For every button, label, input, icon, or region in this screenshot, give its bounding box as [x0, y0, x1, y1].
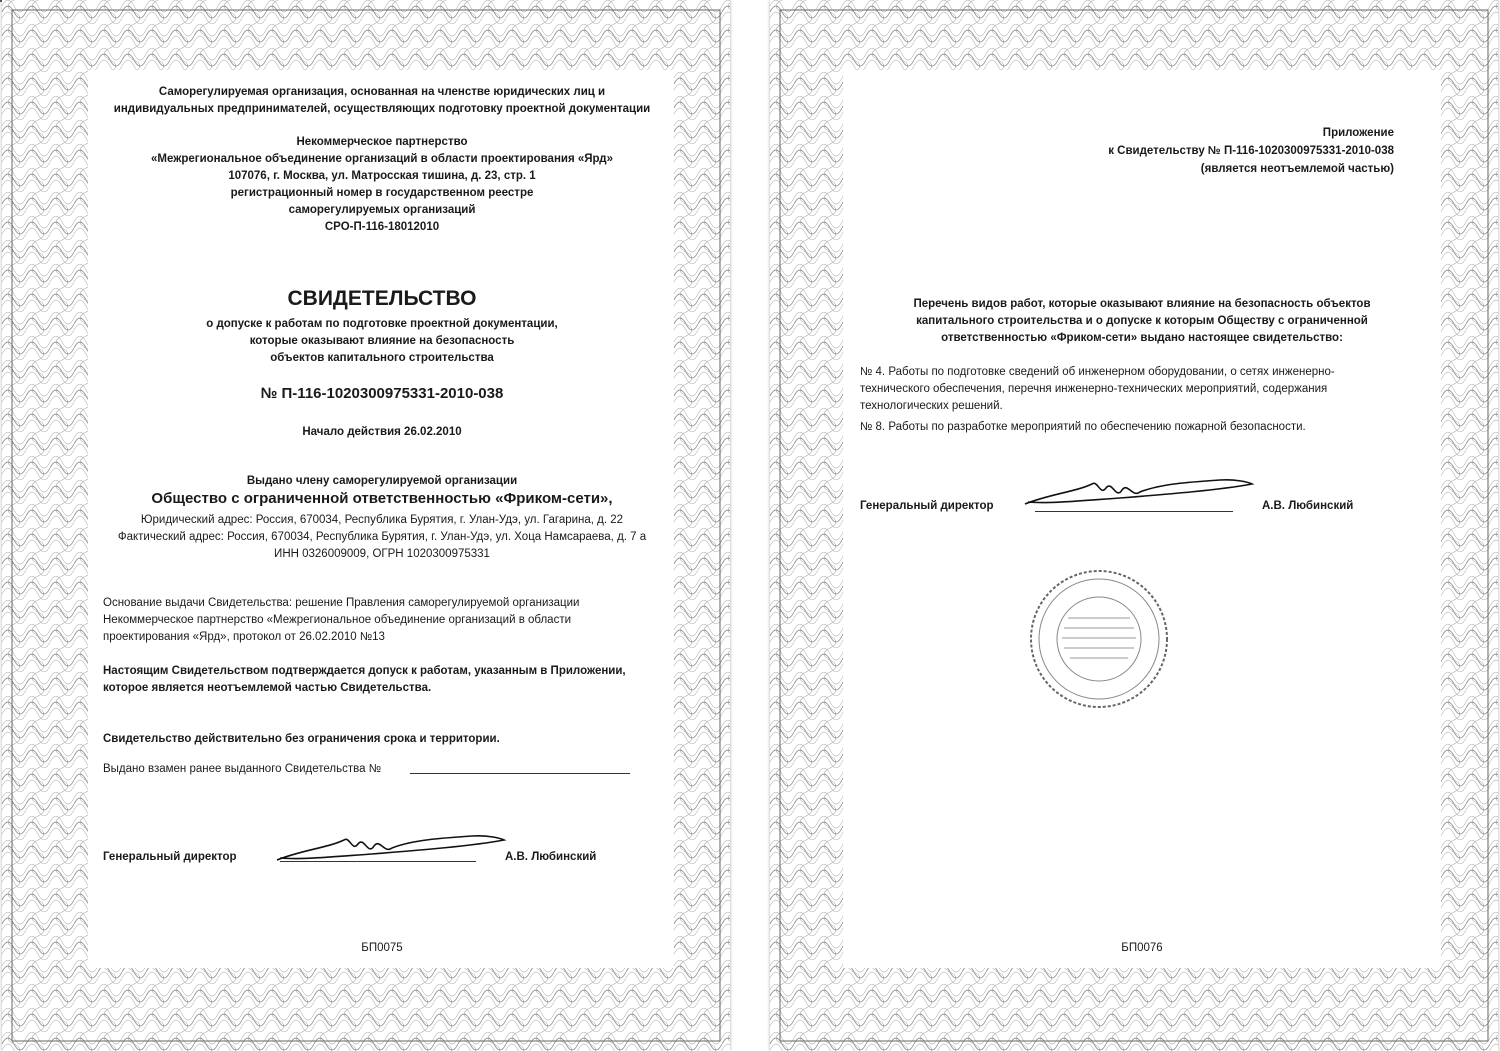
header-line-2: индивидуальных предпринимателей, осуществляющих подготовку проектной документации	[113, 103, 651, 115]
appendix-line-2: к Свидетельству № П-116-1020300975331-2010-038	[1108, 145, 1394, 157]
serial-number: БП0075	[361, 942, 403, 954]
replaced-label: Выдано взамен ранее выданного Свидетельства №	[103, 763, 382, 775]
org-line-2: «Межрегиональное объединение организаций в области проектирования «Ярд»	[151, 153, 613, 165]
confirm-line-2: которое является неотъемлемой частью Свидетельства.	[103, 682, 432, 694]
basis-line-2: Некоммерческое партнерство «Межрегиональное объединение организаций в области	[103, 614, 572, 626]
work-item-4-line-3: технологических решений.	[860, 400, 1003, 412]
org-line-3: 107076, г. Москва, ул. Матросская тишина, д. 23, стр. 1	[228, 170, 536, 182]
signature-icon	[272, 826, 512, 872]
certificate-title: СВИДЕТЕЛЬСТВО	[287, 287, 477, 310]
org-line-1: Некоммерческое партнерство	[296, 136, 468, 148]
company-name: Общество с ограниченной ответственностью «Фриком-сети»,	[151, 490, 613, 507]
issued-to-label: Выдано члену саморегулируемой организации	[246, 475, 518, 487]
signature-icon	[1020, 470, 1260, 516]
legal-address: Юридический адрес: Россия, 670034, Республика Бурятия, г. Улан-Удэ, ул. Гагарина, д. 22	[140, 514, 624, 526]
list-title-line-1: Перечень видов работ, которые оказывают влияние на безопасность объектов	[913, 298, 1371, 310]
header-line-1: Саморегулируемая организация, основанная на членстве юридических лиц и	[158, 86, 606, 98]
page2-content-frame	[0, 0, 2, 2]
inn-ogrn: ИНН 0326009009, ОГРН 1020300975331	[274, 548, 490, 560]
subtitle-line-3: объектов капитального строительства	[270, 352, 494, 364]
basis-line-1: Основание выдачи Свидетельства: решение Правления саморегулируемой организации	[103, 597, 580, 609]
org-line-5: саморегулируемых организаций	[288, 204, 476, 216]
basis-line-3: проектирования «Ярд», протокол от 26.02.2010 №13	[103, 631, 385, 643]
work-item-4-line-2: технического обеспечения, перечня инженерно-технических мероприятий, содержания	[860, 383, 1328, 395]
subtitle-line-2: которые оказывают влияние на безопасность	[249, 335, 515, 347]
appendix-line-3: (является неотъемлемой частью)	[1200, 163, 1394, 175]
serial-number: БП0076	[1121, 942, 1163, 954]
validity-text: Свидетельство действительно без ограничения срока и территории.	[103, 733, 500, 745]
work-item-8: № 8. Работы по разработке мероприятий по обеспечению пожарной безопасности.	[860, 421, 1306, 433]
appendix-line-1: Приложение	[1322, 127, 1394, 139]
replaced-number-line	[410, 773, 630, 774]
list-title-line-3: ответственностью «Фриком-сети» выдано настоящее свидетельство:	[941, 332, 1343, 344]
confirm-line-1: Настоящим Свидетельством подтверждается допуск к работам, указанным в Приложении,	[103, 665, 626, 677]
org-line-6: СРО-П-116-18012010	[324, 221, 440, 233]
list-title-line-2: капитального строительства и о допуске к которым Обществу с ограниченной	[916, 315, 1368, 327]
work-item-4-line-1: № 4. Работы по подготовке сведений об инженерном оборудовании, о сетях инженерно-	[860, 366, 1335, 378]
certificate-number: № П-116-1020300975331-2010-038	[260, 385, 504, 402]
director-label: Генеральный директор	[103, 851, 237, 863]
actual-address: Фактический адрес: Россия, 670034, Республика Бурятия, г. Улан-Удэ, ул. Хоца Намсараева, д. 7 а	[117, 531, 647, 543]
stamp-seal-icon	[1028, 568, 1170, 710]
org-line-4: регистрационный номер в государственном реестре	[230, 187, 534, 199]
start-date: Начало действия 26.02.2010	[302, 426, 462, 438]
subtitle-line-1: о допуске к работам по подготовке проектной документации,	[206, 318, 558, 330]
director-name: А.В. Любинский	[505, 851, 597, 863]
director-name: А.В. Любинский	[1262, 500, 1354, 512]
director-label: Генеральный директор	[860, 500, 994, 512]
